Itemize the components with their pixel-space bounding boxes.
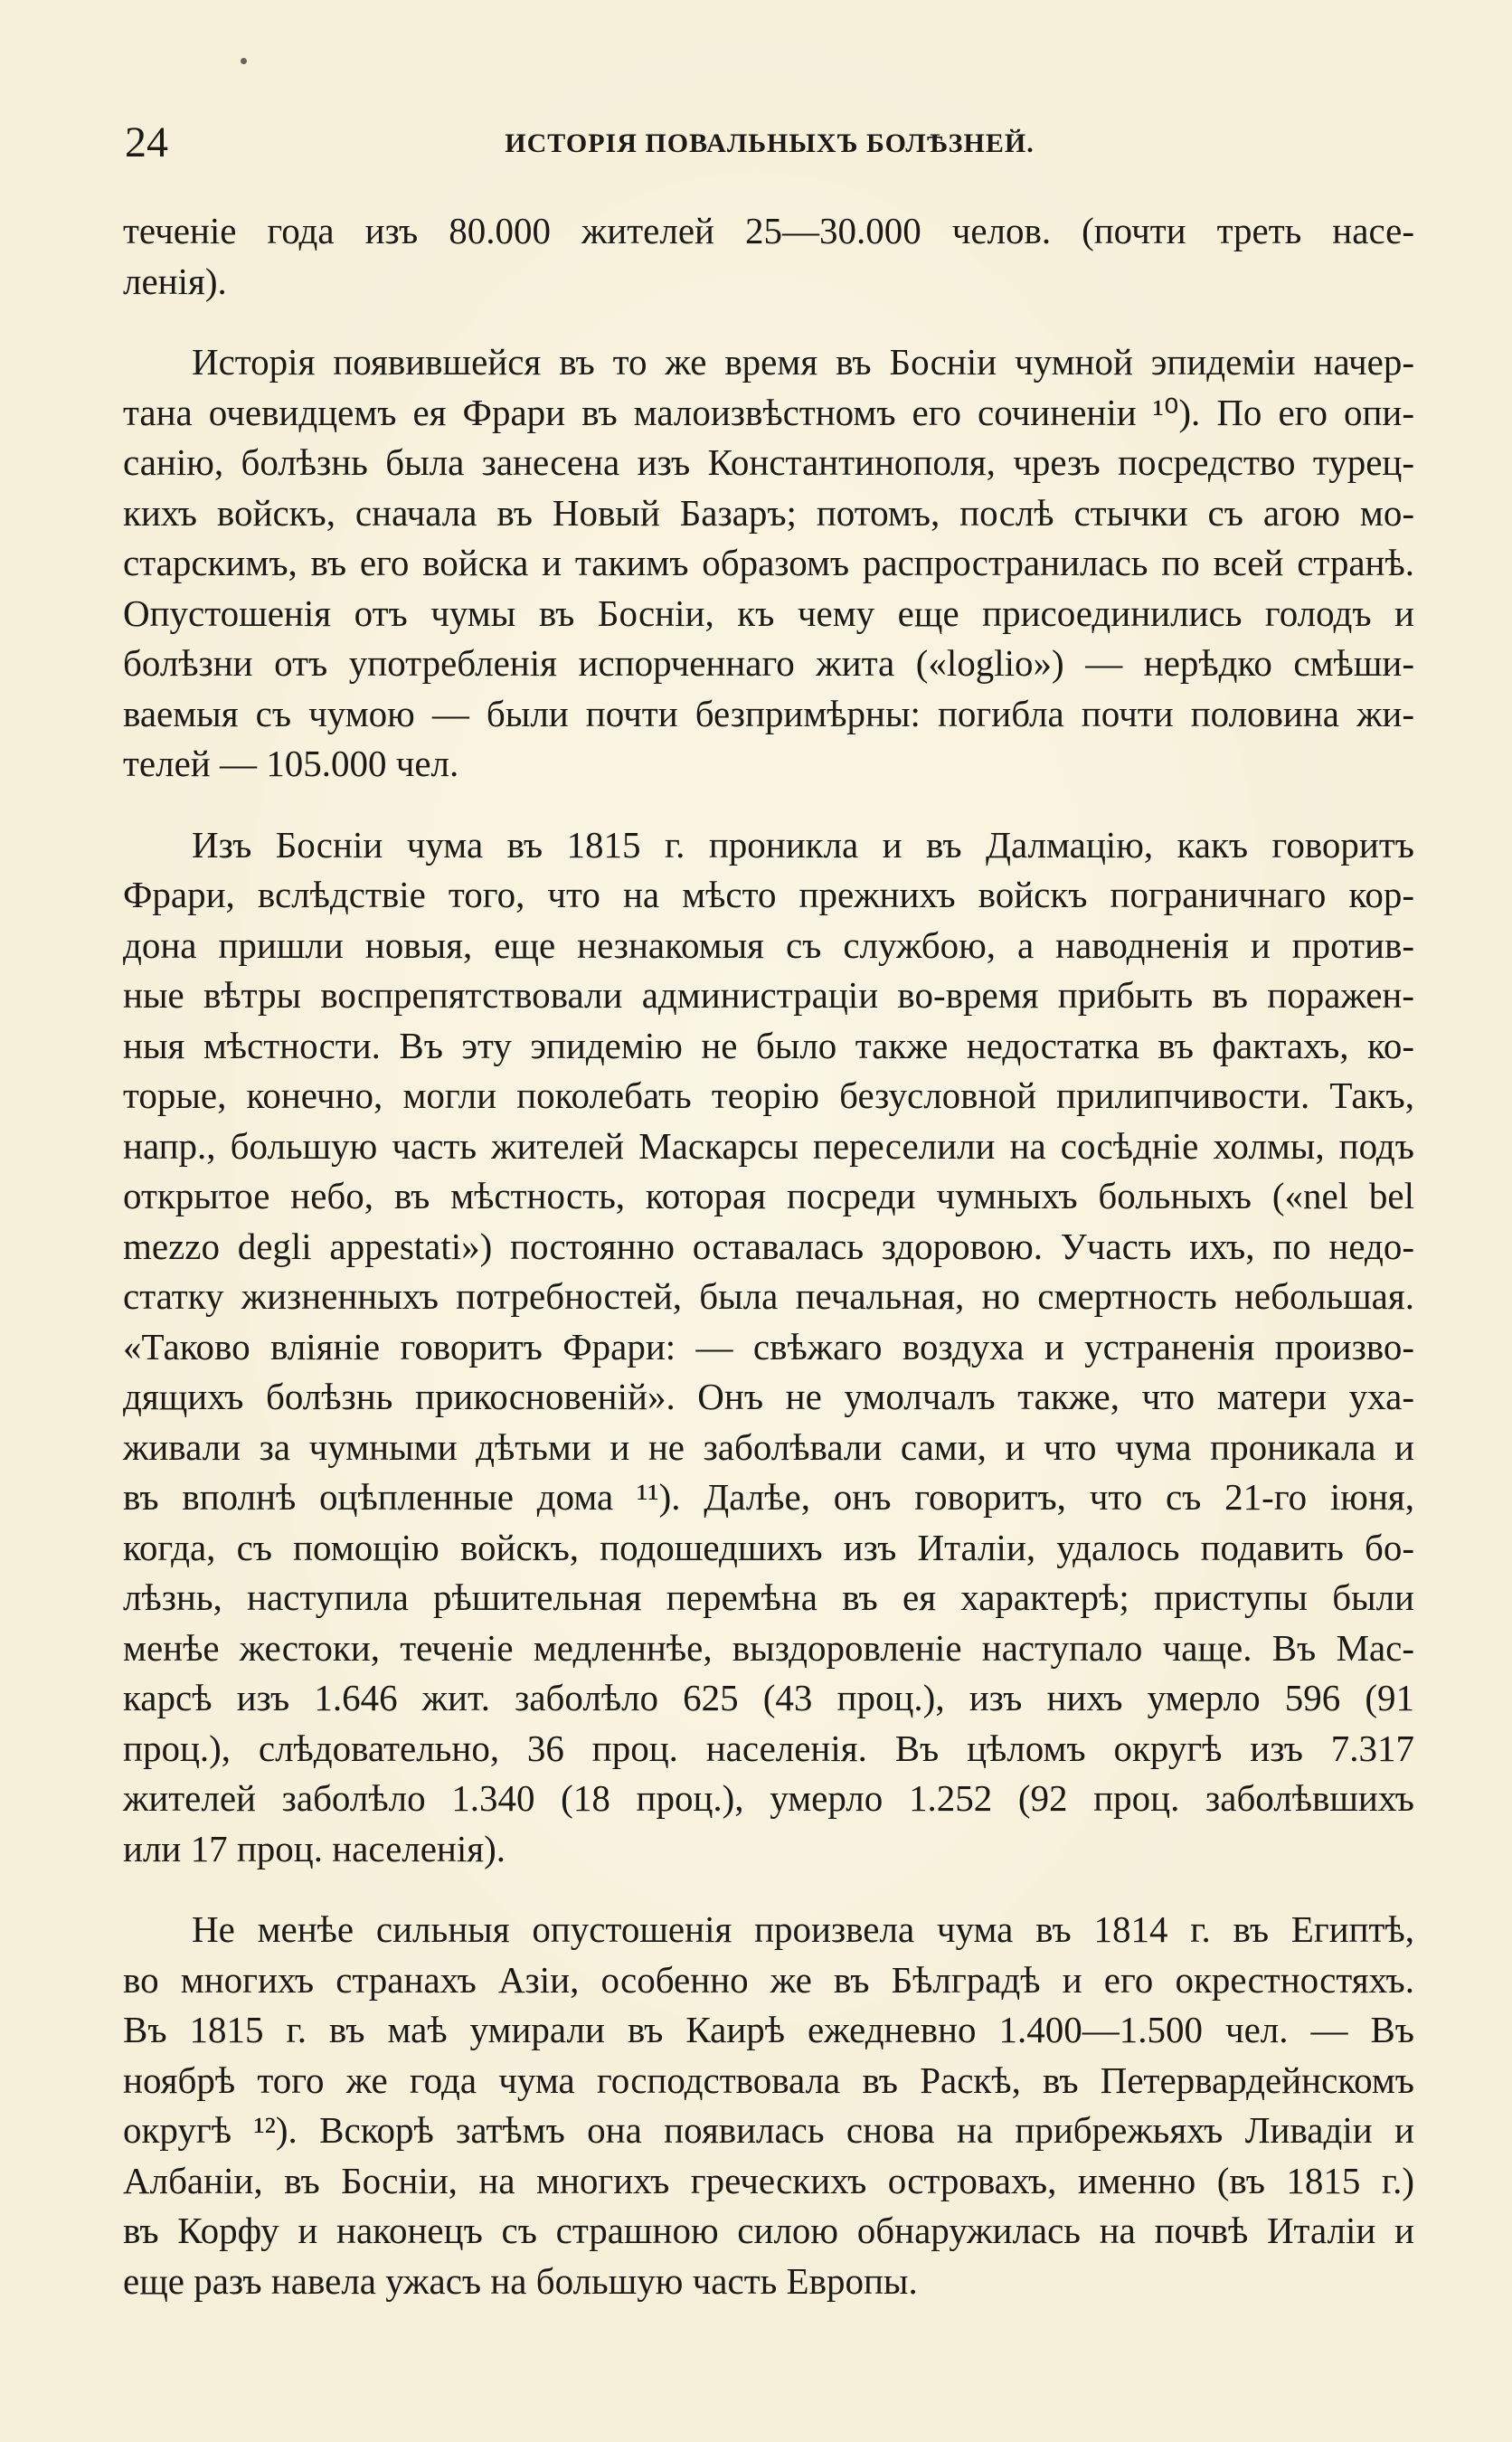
text-line: дона пришли новыя, еще незнакомыя съ службою, а наводненія и против- [123, 923, 1414, 966]
text-line: ные вѣтры воспрепятствовали администраціи во-время прибыть въ поражен- [123, 974, 1414, 1016]
text-line: открытое небо, въ мѣстность, которая посреди чумныхъ больныхъ («nel bel [123, 1175, 1414, 1216]
text-line: или 17 проц. населенія). [123, 1827, 506, 1869]
text-line: въ Корфу и наконецъ съ страшною силою обнаружилась на почвѣ Италіи и [123, 2210, 1414, 2251]
text-line: округѣ ¹²). Вскорѣ затѣмъ она появилась снова на прибрежьяхъ Ливадіи и [123, 2109, 1414, 2151]
text-line: живали за чумными дѣтьми и не заболѣвали сами, и что чума проникала и [123, 1425, 1414, 1468]
text-line: Не менѣе сильныя опустошенія произвела чума въ 1814 г. въ Египтѣ, [192, 1908, 1414, 1950]
text-line: кихъ войскъ, сначала въ Новый Базаръ; потомъ, послѣ стычки съ агою мо- [123, 491, 1414, 534]
text-line: санію, болѣзнь была занесена изъ Константинополя, чрезъ посредство турец- [123, 441, 1414, 483]
text-line: ленія). [123, 260, 227, 302]
text-line: тана очевидцемъ ея Фрари въ малоизвѣстномъ его сочиненіи ¹⁰). По его опи- [123, 391, 1414, 433]
text-line: Фрари, вслѣдствіе того, что на мѣсто прежнихъ войскъ пограничнаго кор- [123, 874, 1414, 915]
text-line: mezzo degli appestati») постоянно оставалась здоровою. Участь ихъ, по недо- [123, 1225, 1414, 1267]
text-line: жителей заболѣло 1.340 (18 проц.), умерло 1.252 (92 проц. заболѣвшихъ [123, 1777, 1414, 1819]
body-text [123, 206, 1414, 2337]
text-line: «Таково вліяніе говоритъ Фрари: — свѣжаго воздуха и устраненія произво- [123, 1325, 1414, 1368]
paragraph [123, 820, 1414, 1875]
text-line: старскимъ, въ его войска и такимъ образомъ распространилась по всей странѣ. [123, 542, 1414, 583]
text-line: Исторія появившейся въ то же время въ Босніи чумной эпидеміи начер- [192, 341, 1414, 383]
text-line: менѣе жестоки, теченіе медленнѣе, выздоровленіе наступало чаще. Въ Мас- [123, 1626, 1414, 1669]
text-line: Изъ Босніи чума въ 1815 г. проникла и въ Далмацію, какъ говоритъ [192, 823, 1414, 866]
text-line: теченіе года изъ 80.000 жителей 25—30.000 челов. (почти треть насе- [123, 210, 1414, 251]
text-line: лѣзнь, наступила рѣшительная перемѣна въ ея характерѣ; приступы были [123, 1576, 1414, 1618]
text-line: телей — 105.000 чел. [123, 743, 459, 784]
text-line: ваемыя съ чумою — были почти безпримѣрны: погибла почти половина жи- [123, 692, 1414, 734]
text-line: Опустошенія отъ чумы въ Босніи, къ чему еще присоединились голодъ и [123, 592, 1414, 634]
text-line: торые, конечно, могли поколебать теорію безусловной прилипчивости. Такъ, [123, 1074, 1414, 1116]
running-title: ИСТОРІЯ ПОВАЛЬНЫХЪ БОЛѢЗНЕЙ. [505, 128, 1035, 158]
text-line: ноябрѣ того же года чума господствовала въ Раскѣ, въ Петервардейнскомъ [123, 2059, 1414, 2101]
text-line: проц.), слѣдовательно, 36 проц. населенія. Въ цѣломъ округѣ изъ 7.317 [123, 1727, 1414, 1769]
page-number: 24 [125, 118, 168, 166]
page-header [125, 116, 1414, 170]
text-line: еще разъ навела ужасъ на большую часть Европы. [123, 2259, 918, 2302]
text-line: Въ 1815 г. въ маѣ умирали въ Каирѣ ежедневно 1.400—1.500 чел. — Въ [123, 2009, 1414, 2050]
text-line: напр., большую часть жителей Маскарсы переселили на сосѣдніе холмы, подъ [123, 1124, 1414, 1167]
text-line: ныя мѣстности. Въ эту эпидемію не было также недостатка въ фактахъ, ко- [123, 1024, 1414, 1066]
text-line: болѣзни отъ употребленія испорченнаго жита («loglio») — нерѣдко смѣши- [123, 642, 1414, 684]
text-line: Албаніи, въ Босніи, на многихъ греческихъ островахъ, именно (въ 1815 г.) [123, 2159, 1414, 2201]
paragraph [123, 1905, 1414, 2306]
paragraph [123, 206, 1414, 307]
text-line: во многихъ странахъ Азіи, особенно же въ Бѣлградѣ и его окрестностяхъ. [123, 1958, 1414, 2001]
text-line: статку жизненныхъ потребностей, была печальная, но смертность небольшая. [123, 1275, 1414, 1317]
text-line: въ вполнѣ оцѣпленные дома ¹¹). Далѣе, онъ говоритъ, что съ 21-го іюня, [123, 1476, 1414, 1518]
text-line: когда, съ помощію войскъ, подошедшихъ изъ Италіи, удалось подавить бо- [123, 1526, 1414, 1568]
ink-speck [241, 58, 247, 64]
paragraph [123, 337, 1414, 790]
text-line: дящихъ болѣзнь прикосновеній». Онъ не умолчалъ также, что матери уха- [123, 1376, 1414, 1417]
text-line: карсѣ изъ 1.646 жит. заболѣло 625 (43 проц.), изъ нихъ умерло 596 (91 [123, 1677, 1414, 1718]
